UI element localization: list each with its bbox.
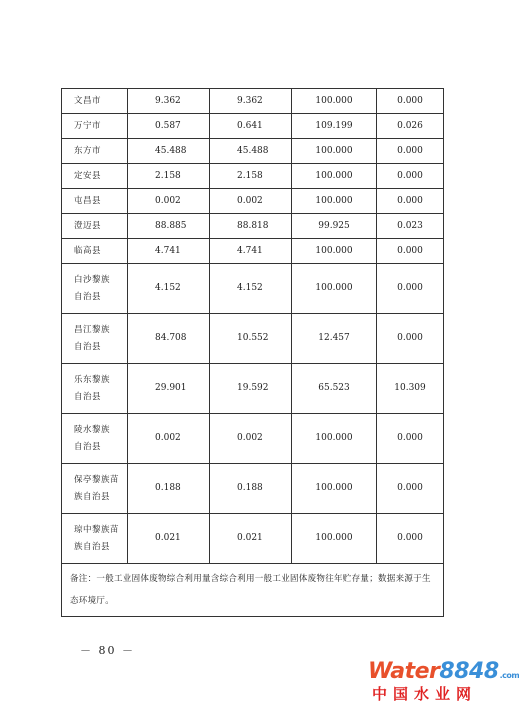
value-cell: 100.000	[292, 514, 377, 564]
value-cell: 0.000	[377, 464, 444, 514]
value-cell: 0.021	[128, 514, 210, 564]
region-label: 屯昌县	[74, 195, 102, 206]
region-cell	[62, 464, 128, 514]
region-cell	[62, 89, 128, 114]
value-cell: 4.152	[210, 264, 292, 314]
value-cell: 0.000	[377, 514, 444, 564]
table-row	[62, 364, 444, 414]
region-label: 族自治县	[74, 491, 111, 502]
region-label: 定安县	[74, 170, 102, 181]
value-cell: 84.708	[128, 314, 210, 364]
region-label: 文昌市	[74, 95, 102, 106]
region-cell	[62, 239, 128, 264]
value-cell: 100.000	[292, 164, 377, 189]
value-cell: 12.457	[292, 314, 377, 364]
table-row	[62, 414, 444, 464]
value-cell: 10.309	[377, 364, 444, 414]
region-cell	[62, 364, 128, 414]
value-cell: 9.362	[210, 89, 292, 114]
region-label: 自治县	[74, 291, 102, 302]
region-cell	[62, 264, 128, 314]
region-label: 东方市	[74, 145, 102, 156]
value-cell: 45.488	[210, 139, 292, 164]
value-cell: 10.552	[210, 314, 292, 364]
value-cell: 65.523	[292, 364, 377, 414]
region-cell	[62, 514, 128, 564]
value-cell: 45.488	[128, 139, 210, 164]
value-cell: 2.158	[128, 164, 210, 189]
value-cell: 100.000	[292, 239, 377, 264]
value-cell: 100.000	[292, 189, 377, 214]
table-row	[62, 514, 444, 564]
region-cell	[62, 164, 128, 189]
region-cell	[62, 189, 128, 214]
watermark-suffix: .com	[499, 671, 519, 680]
value-cell: 0.000	[377, 164, 444, 189]
region-label: 琼中黎族苗	[74, 524, 120, 535]
table-note: 备注：一般工业固体废物综合利用量含综合利用一般工业固体废物往年贮存量；数据来源于生态环境厅。	[62, 564, 444, 617]
region-label: 自治县	[74, 441, 102, 452]
region-label: 自治县	[74, 341, 102, 352]
table-body	[62, 89, 444, 617]
value-cell: 0.002	[128, 414, 210, 464]
table-row	[62, 139, 444, 164]
region-label: 保亭黎族苗	[74, 474, 120, 485]
region-label: 昌江黎族	[74, 324, 111, 335]
value-cell: 100.000	[292, 264, 377, 314]
region-label: 自治县	[74, 391, 102, 402]
value-cell: 88.818	[210, 214, 292, 239]
value-cell: 0.000	[377, 264, 444, 314]
region-cell	[62, 414, 128, 464]
region-label: 族自治县	[74, 541, 111, 552]
value-cell: 0.026	[377, 114, 444, 139]
region-cell	[62, 114, 128, 139]
value-cell: 2.158	[210, 164, 292, 189]
value-cell: 0.002	[128, 189, 210, 214]
value-cell: 4.741	[128, 239, 210, 264]
page-number: － 80 －	[80, 644, 135, 657]
table-row	[62, 314, 444, 364]
value-cell: 0.587	[128, 114, 210, 139]
value-cell: 0.021	[210, 514, 292, 564]
value-cell: 100.000	[292, 89, 377, 114]
value-cell: 88.885	[128, 214, 210, 239]
value-cell: 0.023	[377, 214, 444, 239]
region-cell	[62, 214, 128, 239]
value-cell: 0.000	[377, 239, 444, 264]
value-cell: 100.000	[292, 139, 377, 164]
site-watermark-logo	[368, 659, 519, 703]
table-row	[62, 114, 444, 139]
value-cell: 9.362	[128, 89, 210, 114]
value-cell: 0.000	[377, 89, 444, 114]
region-label: 白沙黎族	[74, 274, 111, 285]
value-cell: 29.901	[128, 364, 210, 414]
table-row	[62, 239, 444, 264]
note-row	[62, 564, 444, 617]
table-row	[62, 89, 444, 114]
value-cell: 0.000	[377, 314, 444, 364]
value-cell: 0.188	[128, 464, 210, 514]
region-label: 澄迈县	[74, 220, 102, 231]
value-cell: 0.000	[377, 189, 444, 214]
value-cell: 4.152	[128, 264, 210, 314]
table-row	[62, 189, 444, 214]
value-cell: 99.925	[292, 214, 377, 239]
table-row	[62, 214, 444, 239]
table-row	[62, 264, 444, 314]
value-cell: 0.188	[210, 464, 292, 514]
table-row	[62, 464, 444, 514]
region-cell	[62, 139, 128, 164]
value-cell: 0.000	[377, 139, 444, 164]
value-cell: 100.000	[292, 464, 377, 514]
region-label: 乐东黎族	[74, 374, 111, 385]
value-cell: 19.592	[210, 364, 292, 414]
region-cell	[62, 314, 128, 364]
value-cell: 0.002	[210, 189, 292, 214]
watermark-digits: 8848	[439, 659, 499, 684]
region-label: 陵水黎族	[74, 424, 111, 435]
table-row	[62, 164, 444, 189]
region-label: 万宁市	[74, 120, 102, 131]
value-cell: 0.000	[377, 414, 444, 464]
data-table	[61, 88, 444, 617]
watermark-word: Water	[368, 659, 440, 684]
value-cell: 4.741	[210, 239, 292, 264]
value-cell: 0.002	[210, 414, 292, 464]
value-cell: 100.000	[292, 414, 377, 464]
watermark-chinese: 中国水业网	[372, 685, 478, 703]
value-cell: 0.641	[210, 114, 292, 139]
region-label: 临高县	[74, 245, 102, 256]
watermark-latin	[368, 659, 519, 684]
value-cell: 109.199	[292, 114, 377, 139]
